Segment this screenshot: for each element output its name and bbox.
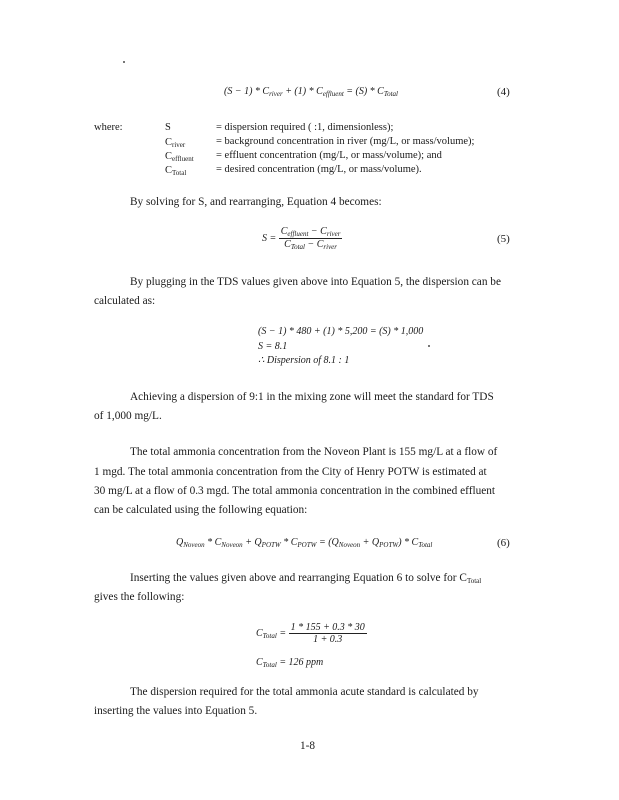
def-symbol-ctotal: $C_{Total}$: [165, 165, 187, 177]
equation-5: S = $\frac{C_{effluent} - C_{river}}{C_{Total} - C_{river}}$: [262, 226, 341, 251]
calc-ammonia-result: $C_{Total} = 126$ ppm: [256, 657, 324, 669]
def-desc-criver: = background concentration in river (mg/L, or mass/volume);: [216, 136, 475, 147]
para-dispersion-line-2: inserting the values into Equation 5.: [94, 705, 258, 717]
para-ammonia-line-3: 30 mg/L at a flow of 0.3 mgd. The total ammonia concentration in the combined effluent: [94, 485, 496, 497]
para-ammonia-line-4: can be calculated using the following equation:: [94, 504, 308, 516]
def-desc-ceffluent: = effluent concentration (mg/L, or mass/volume); and: [216, 150, 442, 161]
def-desc-ctotal: = desired concentration (mg/L, or mass/volume).: [216, 164, 422, 175]
equation-4: $(S - 1) * C_{river} + (1) * C_{effluent} = (S) * C_{Total}$: [224, 86, 398, 98]
para-achieve-line-2: of 1,000 mg/L.: [94, 410, 162, 422]
para-achieve-line-1: Achieving a dispersion of 9:1 in the mixing zone will meet the standard for TDS: [130, 391, 494, 403]
def-symbol-criver: $C_{river}$: [165, 137, 186, 149]
page-number: 1-8: [300, 740, 316, 752]
equation-6: $Q_{Noveon} * C_{Noveon} + Q_{POTW} * C_{POTW} = (Q_{Noveon} + Q_{POTW}) * C_{Total}$: [176, 537, 433, 549]
calc-tds-line-1: (S − 1) * 480 + (1) * 5,200 = (S) * 1,000: [258, 326, 424, 337]
calc-ammonia-fraction: $C_{Total}$ = $\frac{1 * 155 + 0.3 * 30}{1 + 0.3}$: [256, 622, 365, 645]
def-symbol-ceffluent: $C_{effluent}$: [165, 151, 194, 163]
para-insert-line-2: gives the following:: [94, 591, 185, 603]
para-dispersion-line-1: The dispersion required for the total ammonia acute standard is calculated by: [130, 686, 479, 698]
equation-4-number: (4): [497, 86, 510, 98]
def-symbol-s: S: [165, 122, 171, 133]
calc-tds-line-2: S = 8.1: [258, 341, 288, 352]
para-solve: By solving for S, and rearranging, Equation 4 becomes:: [130, 196, 382, 208]
equation-6-number: (6): [497, 537, 510, 549]
equation-5-number: (5): [497, 233, 510, 245]
para-plug-line-1: By plugging in the TDS values given above into Equation 5, the dispersion can be: [130, 276, 501, 288]
where-label: where:: [94, 122, 123, 133]
scan-speck: [123, 61, 125, 63]
para-ammonia-line-1: The total ammonia concentration from the Noveon Plant is 155 mg/L at a flow of: [130, 446, 498, 458]
def-desc-s: = dispersion required ( :1, dimensionless);: [216, 122, 394, 133]
para-insert-line-1: Inserting the values given above and rearranging Equation 6 to solve for $C_{Total}$: [130, 572, 482, 585]
para-ammonia-line-2: 1 mgd. The total ammonia concentration from the City of Henry POTW is estimated at: [94, 466, 487, 478]
calc-tds-line-3: ∴ Dispersion of 8.1 : 1: [258, 355, 350, 366]
scan-speck: [428, 345, 430, 347]
para-plug-line-2: calculated as:: [94, 295, 156, 307]
